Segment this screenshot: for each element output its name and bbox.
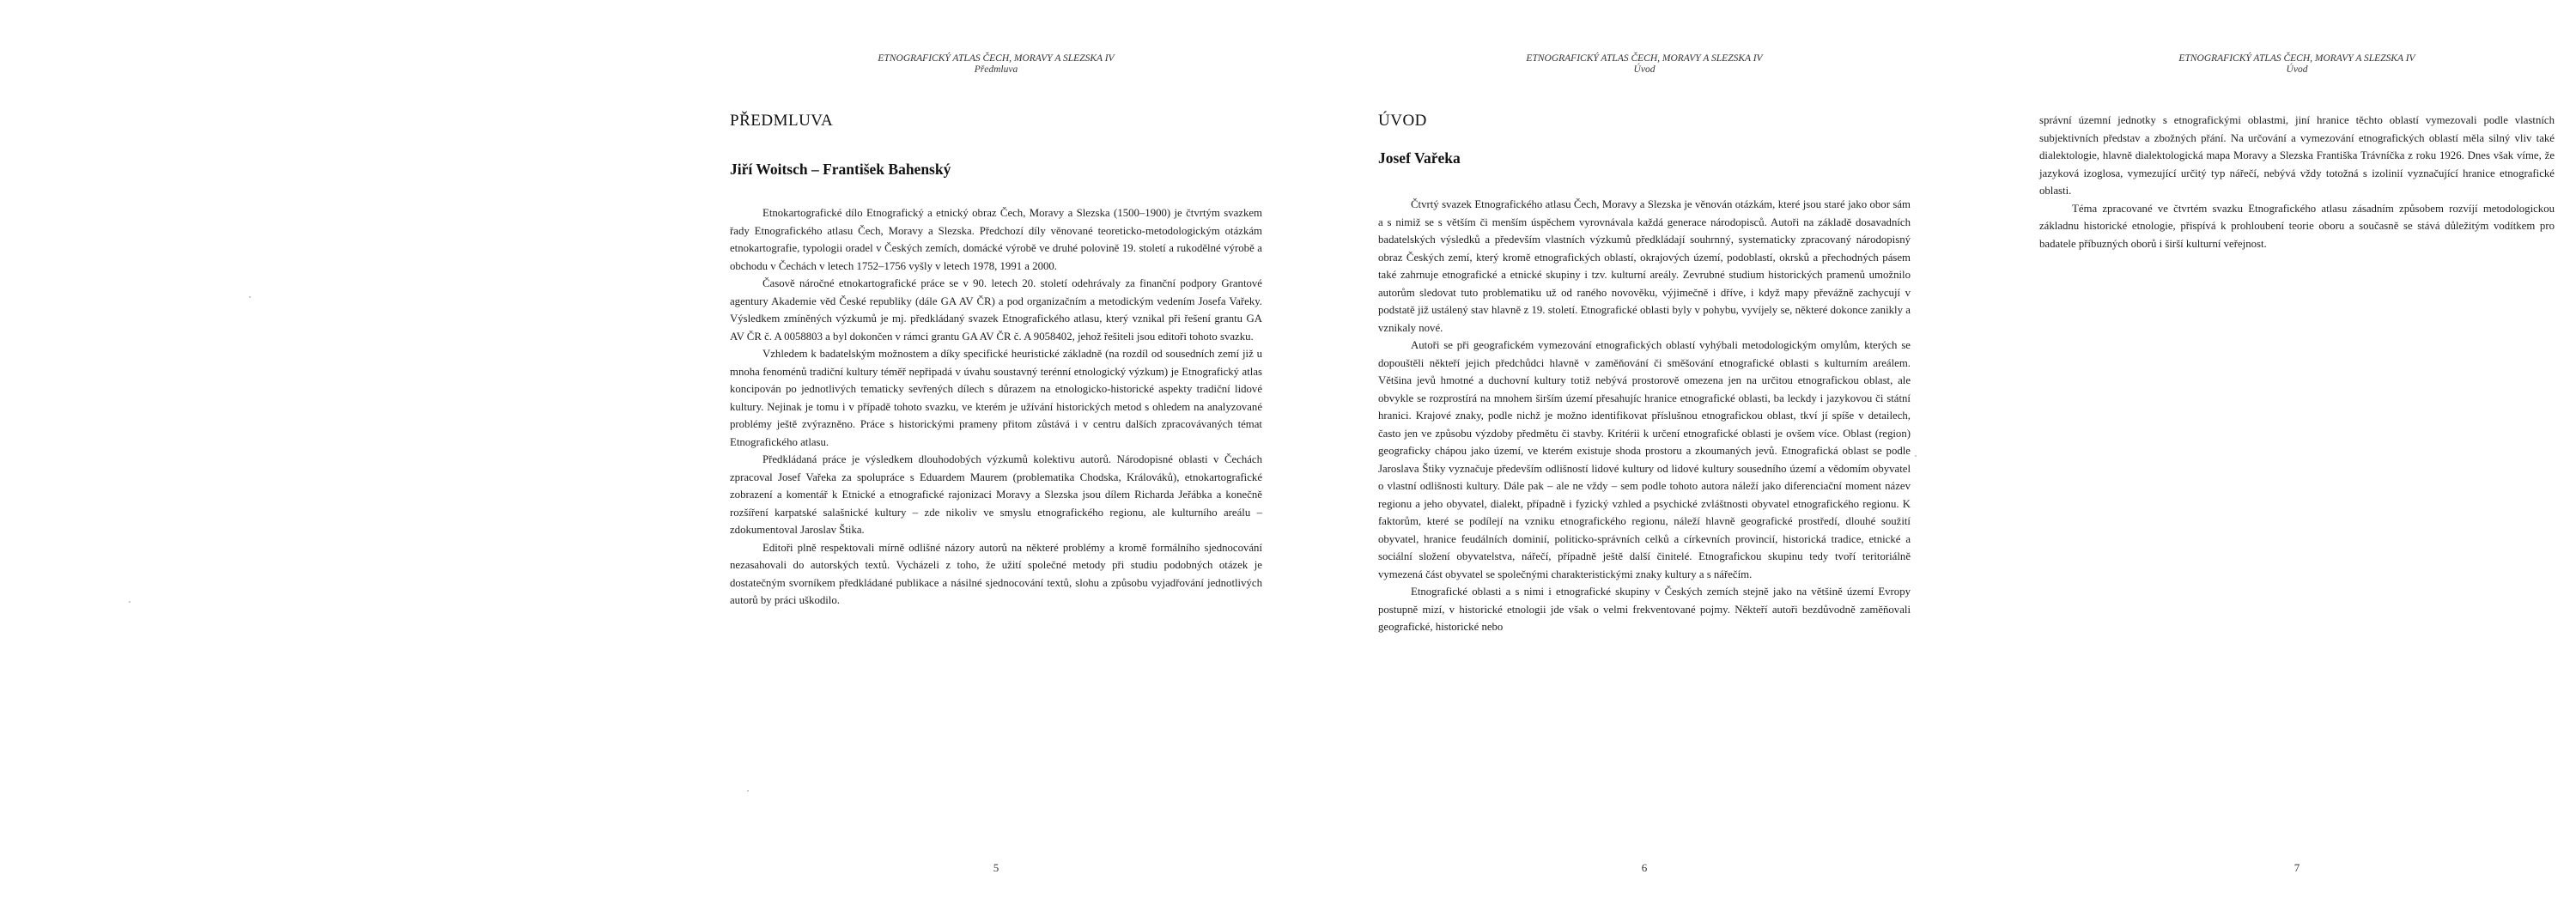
page-title: ÚVOD [1378, 112, 1427, 130]
page-number: 6 [1641, 861, 1648, 874]
section-name: Úvod [2286, 64, 2308, 75]
section-name: Předmluva [974, 64, 1018, 75]
scan-speck [249, 296, 251, 298]
atlas-title: ETNOGRAFICKÝ ATLAS ČECH, MORAVY A SLEZSKA IV [1526, 53, 1763, 64]
scan-speck [1915, 455, 1917, 457]
page-7 [2039, 0, 2555, 911]
page-6 [1378, 0, 1911, 911]
page-number: 5 [993, 861, 999, 874]
paragraph: Časově náročné etnokartografické práce se v 90. letech 20. století odehrávaly za finanční podpory Grantové agentury Akademie věd České republiky (dále GA AV ČR) a pod organizačním a metodickým vedením Josefa Vařeky. Výsledkem zmíněných výzkumů je mj. předkládaný svazek Etnografického atlasu, který vznikal při řešení grantu GA AV ČR č. A 0058803 a byl dokončen v rámci grantu GA AV ČR č. A 9058402, jehož řešiteli jsou editoři tohoto svazku. [730, 277, 1262, 343]
paragraph: Předkládaná práce je výsledkem dlouhodobých výzkumů kolektivu autorů. Národopisné oblasti v Čechách zpracoval Josef Vařeka za spolupráce s Eduardem Maurem (problematika Chodska, Králováků), etnokartografické zobrazení a komentář k Etnické a etnografické rajonizaci Moravy a Slezska jsou dílem Richarda Jeřábka a konečně rozšíření karpatské salašnické kultury – zde nikoliv ve smyslu etnografického regionu, ale kulturního areálu – zdokumentoval Jaroslav Štika. [730, 453, 1262, 536]
page-5 [730, 0, 1262, 911]
scan-speck [747, 790, 749, 792]
running-header [2039, 53, 2555, 76]
atlas-title: ETNOGRAFICKÝ ATLAS ČECH, MORAVY A SLEZSKA IV [2178, 53, 2415, 64]
running-header [730, 53, 1262, 76]
paragraph: správní územní jednotky s etnografickými oblastmi, jiní hranice těchto oblastí vymezovali podle vlastních subjektivních představ a zbožných přání. Na určování a vymezování etnografických oblastí měla silný vliv také dialektologie, hlavně dialektologická mapa Moravy a Slezska Františka Trávníčka z roku 1926. Dnes však víme, že jazyková izoglosa, vymezující určitý typ nářečí, nebývá vždy totožná s izolinií vyznačující hranice etnografické oblasti. [2039, 114, 2555, 197]
paragraph: Etnokartografické dílo Etnografický a etnický obraz Čech, Moravy a Slezska (1500–1900) je čtvrtým svazkem řady Etnografického atlasu Čech, Moravy a Slezska. Předchozí díly věnované teoreticko-metodologickým otázkám etnokartografie, typologii oradel v Českých zemích, domácké výrobě ve druhé polovině 19. století a rukodělné výrobě a obchodu v Čechách v letech 1752–1756 vyšly v letech 1978, 1991 a 2000. [730, 207, 1262, 272]
atlas-title: ETNOGRAFICKÝ ATLAS ČECH, MORAVY A SLEZSKA IV [878, 53, 1115, 64]
running-header [1378, 53, 1911, 76]
page-title: PŘEDMLUVA [730, 112, 834, 130]
section-name: Úvod [1633, 64, 1656, 75]
paragraph: Čtvrtý svazek Etnografického atlasu Čech, Moravy a Slezska je věnován otázkám, které jsou staré jako obor sám a s nimiž se s větším či menším úspěchem vyrovnávala každá generace národopisců. Autoři na základě dosavadních badatelských výsledků a především vlastních výzkumů předkládají souhrnný, systematicky zpracovaný národopisný obraz Českých zemí, který kromě etnografických oblastí, okrajových území, podoblastí, okrsků a přechodných pásem také zahrnuje etnografické a etnické skupiny i tzv. kulturní areály. Zevrubné studium historických pramenů umožnilo autorům sledovat tuto problematiku už od raného novověku, výjimečně i dříve, i když mapy převážně zachycují v podstatě již ustálený stav hlavně z 19. století. Etnografické oblasti byly v pohybu, vyvíjely se, některé dokonce zanikly a vznikaly nové. [1378, 198, 1911, 334]
paragraph: Autoři se při geografickém vymezování etnografických oblastí vyhýbali metodologickým omylům, kterých se dopouštěli někteří jejich předchůdci hlavně v zaměňování či směšování etnografické oblasti s kulturním areálem. Většina jevů hmotné a duchovní kultury totiž nebývá prostorově omezena jen na určitou etnografickou oblast, ale obvykle se rozprostírá na mnohem širším území přesahujíc hranice etnografické oblasti, ba leckdy i jazykovou či státní hranici. Krajové znaky, podle nichž je možno identifikovat příslušnou etnografickou oblast, tkví jí spíše v detailech, často jen ve způsobu výzdoby předmětu či stavby. Kritérii k určení etnografické oblasti je ovšem více. Oblast (region) geograficky chápou jako území, ve kterém existuje shoda prostoru a zkoumaných jevů. Etnografická oblast se podle Jaroslava Štiky vyznačuje především odlišností lidové kultury od lidové kultury sousedního území a vědomím obyvatel o vlastní odlišnosti kultury. Dále pak – ale ne vždy – sem podle tohoto autora náleží jako diferenciační moment název regionu a jeho obyvatel, dialekt, případně i fyzický vzhled a psychické zvláštnosti obyvatel etnografického regionu. K faktorům, které se podílejí na vzniku etnografického regionu, náleží hlavně geografické prostředí, dlouhé soužití obyvatel, hranice feudálních dominií, politicko-správních celků a církevních provincií, historická tradice, etnické a sociální složení obyvatelstva, nářečí, případně ještě další činitelé. Etnografickou skupinu tedy tvoří teritoriálně vymezená část obyvatel se společnými charakteristickými znaky kultury a s nářečím. [1378, 339, 1911, 580]
page-number: 7 [2293, 861, 2300, 874]
authors: Jiří Woitsch – František Bahenský [730, 161, 951, 178]
body-text [1378, 196, 1911, 636]
authors: Josef Vařeka [1378, 149, 1461, 167]
body-text [730, 204, 1262, 610]
paragraph: Téma zpracované ve čtvrtém svazku Etnografického atlasu zásadním způsobem rozvíjí metodologickou základnu historické etnologie, přispívá k prohloubení teorie oboru a současně se stává důležitým vodítkem pro badatele příbuzných oborů i širší kulturní veřejnost. [2039, 202, 2555, 250]
body-text [2039, 112, 2555, 252]
paragraph: Vzhledem k badatelským možnostem a díky specifické heuristické základně (na rozdíl od sousedních zemí již u mnoha fenoménů tradiční kultury téměř nepřipadá v úvahu soustavný terénní etnologický výzkum) je Etnografický atlas koncipován po jednotlivých tematicky sevřených dílech s důrazem na etnologicko-historické aspekty tradiční lidové kultury. Nejinak je tomu i v případě tohoto svazku, ve kterém je užívání historických metod s ohledem na analyzované problémy ještě zvýrazněno. Práce s historickými prameny přitom zůstává i v centru dalších zpracovávaných témat Etnografického atlasu. [730, 348, 1262, 448]
paragraph: Editoři plně respektovali mírně odlišné názory autorů na některé problémy a kromě formálního sjednocování nezasahovali do autorských textů. Vycházeli z toho, že užití společné metody při studiu podobných otázek je dostatečným svorníkem předkládané publikace a násilné sjednocování textů, slohu a způsobu vyjadřování jednotlivých autorů by práci uškodilo. [730, 541, 1262, 606]
scan-speck [129, 601, 131, 603]
paragraph: Etnografické oblasti a s nimi i etnografické skupiny v Českých zemích stejně jako na většině území Evropy postupně mizí, v historické etnologii jde však o velmi frekventované pojmy. Někteří autoři bezdůvodně zaměňovali geografické, historické nebo [1378, 586, 1911, 633]
